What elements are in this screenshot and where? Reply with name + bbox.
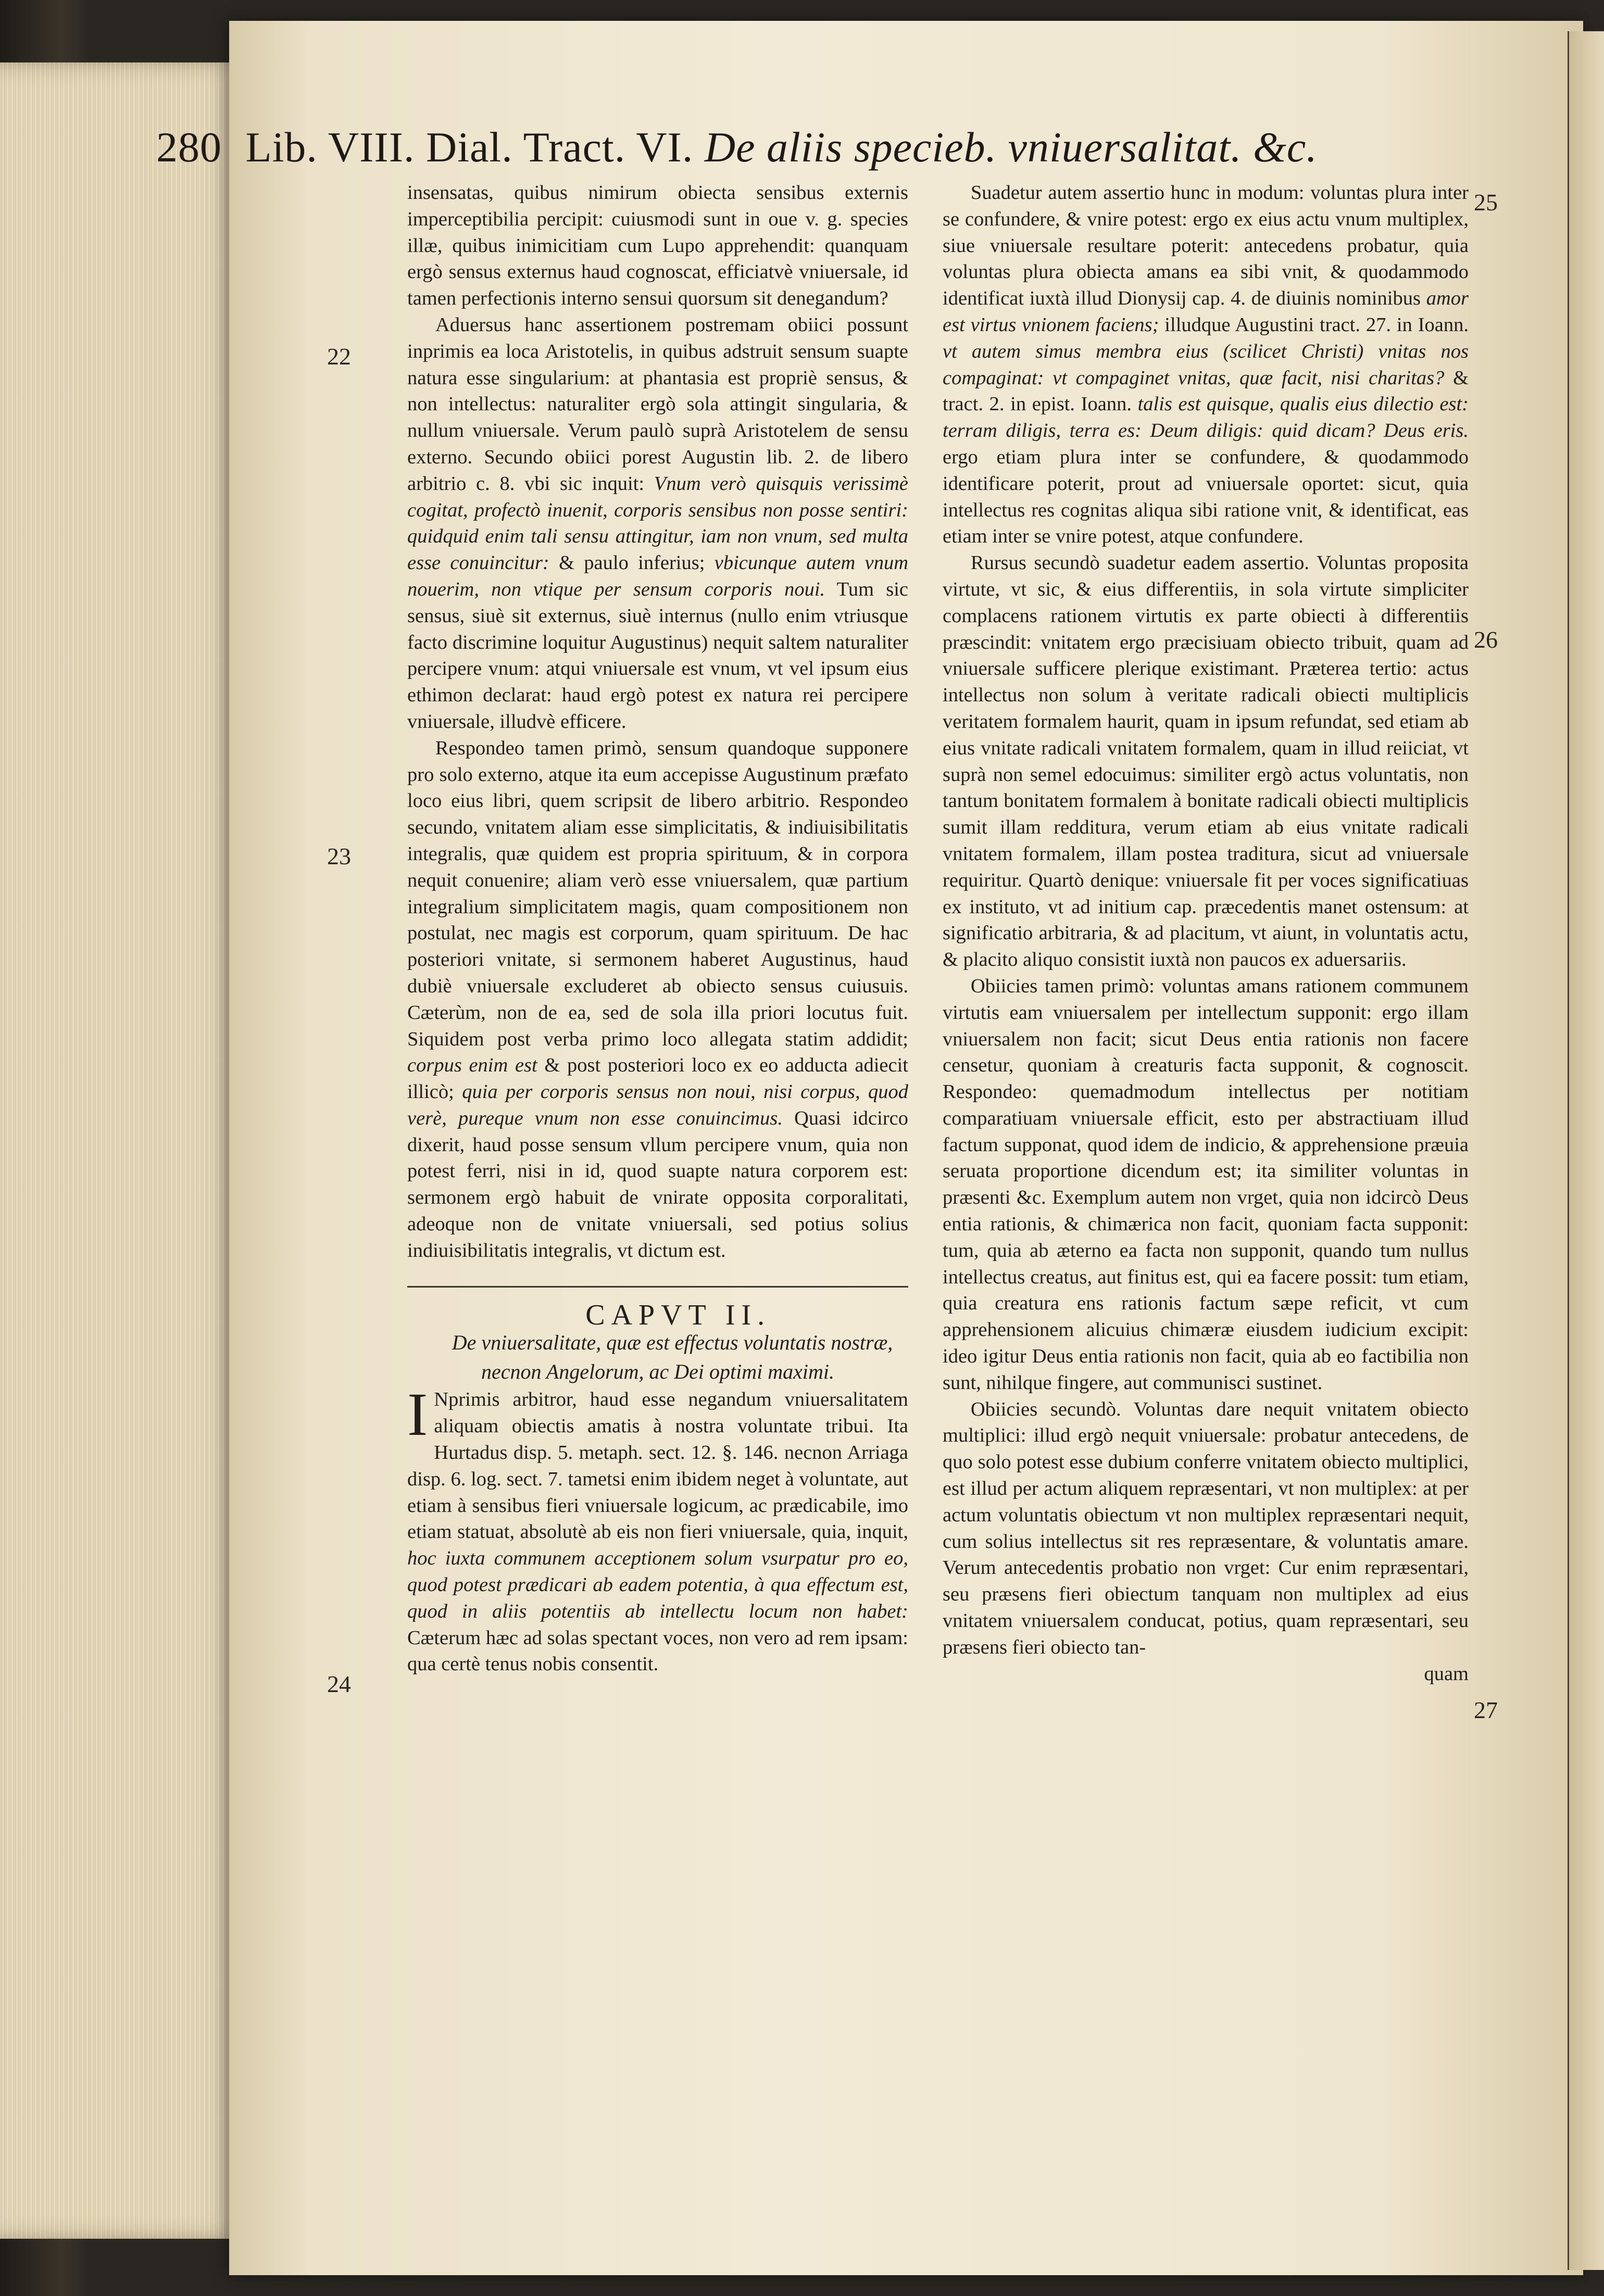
facing-page-edge <box>1568 31 1604 2270</box>
drop-cap: I <box>407 1380 428 1449</box>
left-column <box>407 180 908 1677</box>
paragraph: Rursus secundò suadetur eadem assertio. Voluntas proposita virtute, vt sic, & eius differentiis, in sola virtute simpliciter complacens rationem virtutis ex parte obiecti à differentiis præscindit: vnitatem ergo præcisiuam obiecto tribuit, quam ad vniuersale sufficere plerique existimant. Præterea tertio: actus intellectus non solum à veritate radicali obiecti multiplicis veritatem formalem haurit, quam in ipsum refundat, sed etiam ab eius vnitate radicali vnitatem formalem, quam in illud reiiciat, vt suprà non semel edocuimus: similiter ergò actus voluntatis, non tantum bonitatem formalem à bonitate radicali obiecti multiplicis sumit illam redditura, verum etiam ab eius vnitate radicali vnitatem formalem, illam postea traditura, sicut ad vniuersale requiritur. Quartò denique: vniuersale fit per voces significatiuas ex instituto, vt ad initium cap. præcedentis manet ostensum: at significatio arbitraria, & ad placitum, vt aiunt, in voluntatis actu, & placito aliquo consistit iuxtà non paucos ex aduersariis. <box>943 552 1469 971</box>
page-edges <box>0 62 245 2239</box>
running-title-italic: De aliis specieb. vniuersalitat. &c. <box>704 123 1318 171</box>
page-number: 280 <box>156 123 222 171</box>
right-column <box>943 180 1469 1687</box>
chapter-rule <box>407 1286 908 1288</box>
margin-number-22: 22 <box>327 343 351 370</box>
paragraph: Suadetur autem assertio hunc in modum: voluntas plura inter se confundere, & vnire potest: ergo ex eius actu vnum multiplex, siue vniuersale resultare poterit: antecedens probatur, quia voluntas plura obiecta amans ea sibi vnit, & quodammodo identificat iuxtà illud Dionysij cap. 4. de diuinis nominibus amor est virtus vnionem faciens; illudque Augustini tract. 27. in Ioann. vt autem simus membra eius (scilicet Christi) vnitas nos compaginat: vt compaginet vnitas, quæ facit, nisi charitas? & tract. 2. in epist. Ioann. talis est quisque, qualis eius dilectio est: terram diligis, terra es: Deum diligis: quid dicam? Deus eris. ergo etiam plura inter se confundere, & quodammodo identificare poterit, prout ad vniuersale oportet: sicut, quia intellectus res cognitas aliqua sibi ratione vnit, & identificat, eas etiam inter se vnire potest, atque confundere. <box>943 182 1469 548</box>
margin-number-24: 24 <box>327 1671 351 1697</box>
catchword: quam <box>1424 1662 1469 1685</box>
margin-number-25: 25 <box>1474 189 1498 216</box>
chapter-subtitle: De vniuersalitate, quæ est effectus voluntatis nostræ, necnon Angelorum, ac Dei optimi maximi. <box>452 1331 893 1384</box>
margin-number-27: 27 <box>1474 1697 1498 1723</box>
paragraph: Obiicies tamen primò: voluntas amans rationem communem virtutis eam vniuersalem per intellectum supponit: ergo illam vniuersalem non facit; sicut Deus entia rationis non facere censetur, quoniam à creaturis facta supponit, & cognoscit. Respondeo: quemadmodum intellectus per notitiam comparatiuam vniuersale efficit, esto per abstractiuam illud factum supponat, quod idem de indicio, & apprehensione præuia seruata proportione dicendum est; ita similiter voluntas in præsenti &c. Exemplum autem non vrget, quia non idcircò Deus entia rationis, & chimærica non facit, quoniam facta supponit: tum, quia ab æterno ea facta non supponit, quando tum nullus intellectus creatus, aut finitus est, qui ea facere possit: tum etiam, quia creatura ens rationis factum sæpe reficit, vt cum apprehensionem alicuius chimæræ eiusdem iudicium excipit: ideo igitur Deus entia rationis non facit, quia ab eo factibilia non sunt, nihilque fingere, aut communisci sustinet. <box>943 975 1469 1394</box>
paragraph: I Nprimis arbitror, haud esse negandum vniuersalitatem aliquam obiectis amatis à nostra voluntate tribui. Ita Hurtadus disp. 5. metaph. sect. 12. §. 146. necnon Arriaga disp. 6. log. sect. 7. tametsi enim ibidem neget à voluntate, aut etiam à sensibus fieri vniuersale logicum, ac prædicabile, imo etiam statuat, absolutè ab eis non fieri vniuersale, quia, inquit, hoc iuxta communem acceptionem solum vsurpatur pro eo, quod potest prædicari ab eadem potentia, à qua effectum est, quod in aliis potentiis ab intellectu locum non habet: Cæterum hæc ad solas spectant voces, non vero ad rem ipsam: qua certè tenus nobis consentit. <box>407 1380 908 1675</box>
running-head <box>156 123 1354 172</box>
paragraph: insensatas, quibus nimirum obiecta sensibus externis imperceptibilia percipit: cuiusmodi sunt in oue v. g. species illæ, quibus inimicitiam cum Lupo apprehendit: quanquam ergò sensus externus haud cognoscat, efficiatvè vniuersale, id tamen perfectionis interno sensui quorsum sit denegandum? <box>407 182 908 310</box>
paragraph: Obiicies secundò. Voluntas dare nequit vnitatem obiecto multiplici: illud ergò nequit vniuersale: probatur antecedens, de quo solo potest esse dubium conferre vnitatem obiecto multiplici, est illud per actum aliquem repræsentari, vt non multiplex: at per actum voluntatis obiectum vt non multiplex repræsentari nequit, cum solius intellectus sit res repræsentare, & voluntatis amare. Verum antecedentis probatio non vrget: Cur enim repræsentari, seu præsens fieri obiectum tanquam non multiplex ad eius vnitatem vniuersalem conducat, potius, quam repræsentari, seu præsens fieri obiecto tan- <box>943 1398 1469 1658</box>
running-title: Lib. VIII. Dial. Tract. VI. <box>245 123 694 171</box>
margin-number-26: 26 <box>1474 626 1498 653</box>
paragraph: Aduersus hanc assertionem postremam obiici possunt inprimis ea loca Aristotelis, in quibus adstruit sensum suapte natura esse singularium: at phantasia est propriè sensus, & non intellectus: naturaliter ergò sola attingit singularia, & nullum vniuersale. Verum paulò suprà Aristotelem de sensu externo. Secundo obiici porest Augustin lib. 2. de libero arbitrio c. 8. vbi sic inquit: Vnum verò quisquis verissimè cogitat, profectò inuenit, corporis sensibus non posse sentiri: quidquid enim tali sensu attingitur, iam non vnum, sed multa esse conuincitur: & paulo inferius; vbicunque autem vnum nouerim, non vtique per sensum corporis noui. Tum sic sensus, siuè sit externus, siuè internus (nullo enim vtriusque facto discrimine loquitur Augustinus) nequit saltem naturaliter percipere vnum: atqui vniuersale est vnum, vt vel ipsum eius ethimon declarat: haud ergò potest ex natura rei percipere vniuersale, illudvè efficere. <box>407 313 909 733</box>
chapter-title: CAPVT II. <box>585 1298 771 1331</box>
margin-number-23: 23 <box>327 843 351 869</box>
paragraph: Respondeo tamen primò, sensum quandoque supponere pro solo externo, atque ita eum accepisse Augustinum præfato loco eius libri, quem scripsit de libero arbitrio. Respondeo secundo, vnitatem aliam esse simplicitatis, & indiuisibilitatis integralis, quæ quidem est propria spirituum, & in corpora nequit conuenire; aliam verò esse vniuersalem, quæ partium integralium simplicitatem magis, quam compositionem non postulat, nec magis est corporum, quam spirituum. De hac posteriori vnitate, si sermonem haberet Augustinus, haud dubiè vniuersale excluderet ab obiecto sensus cuiusuis. Cæterùm, non de ea, sed de sola illa priori locutus fuit. Siquidem post verba primo loco allegata statim addidit; corpus enim est & post posteriori loco ex eo adducta adiecit illicò; quia per corporis sensus non noui, nisi corpus, quod verè, pureque vnum non esse conuincimus. Quasi idcirco dixerit, haud posse sensum vllum percipere vnum, quia non potest ferri, nisi in id, quod suapte natura corporem est: sermonem ergò habuit de vnirate opposita corporalitati, adeoque non de vnitate vniuersali, sed potius solius indiuisibilitatis integralis, vt dictum est. <box>407 737 909 1261</box>
